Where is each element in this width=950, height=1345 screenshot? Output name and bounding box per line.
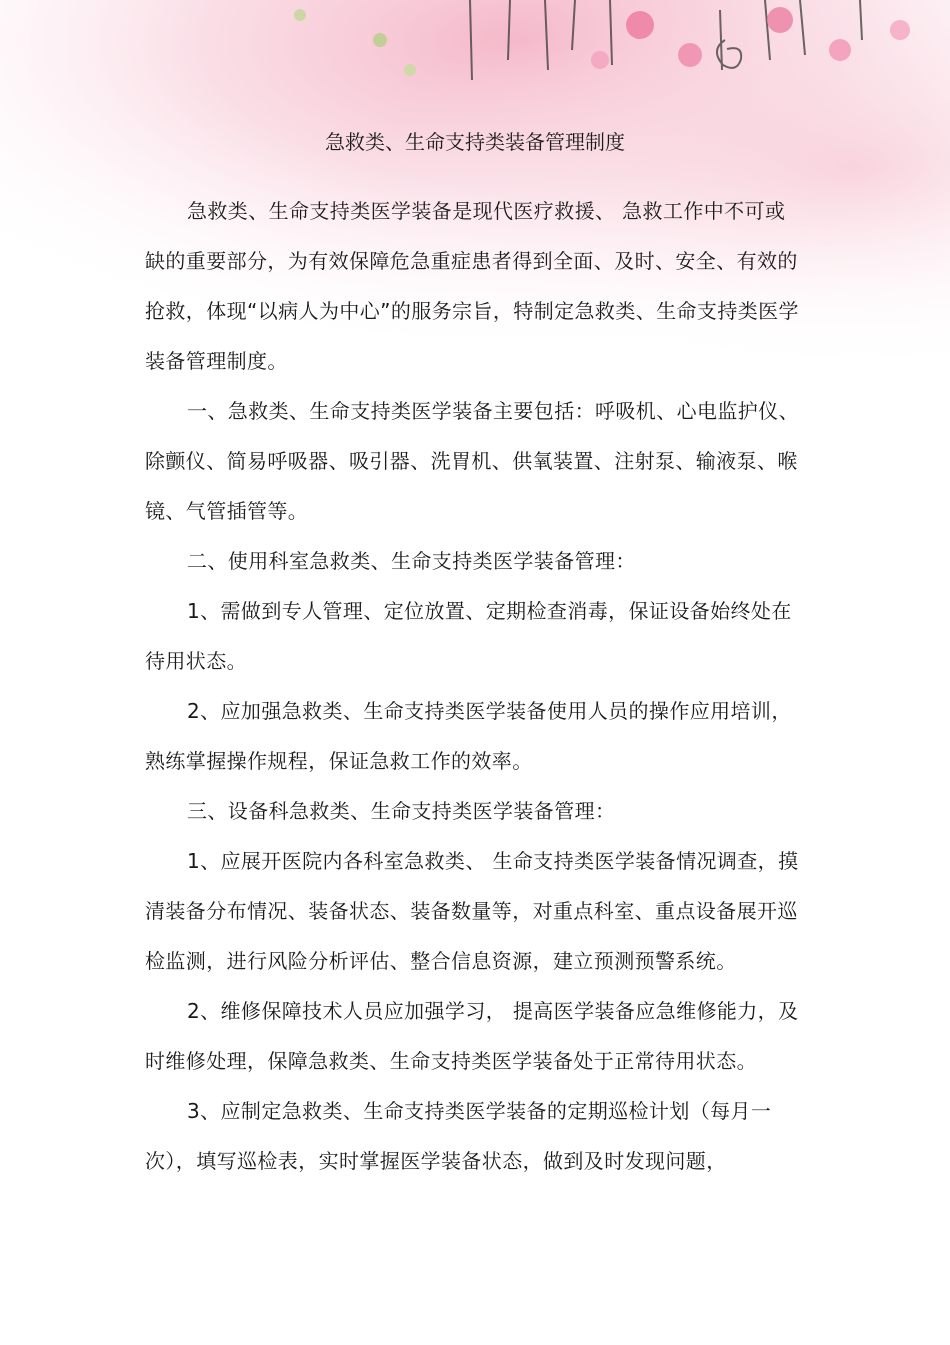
paragraph-intro: 急救类、生命支持类医学装备是现代医疗救援、 急救工作中不可或缺的重要部分，为有效保障危急重症患者得到全面、及时、安全、有效的抢救，体现“以病人为中心”的服务宗旨，特制定急救类、生命支持类医学装备管理制度。 xyxy=(145,199,799,373)
paragraph-section-3-heading: 三、设备科急救类、生命支持类医学装备管理： xyxy=(187,799,616,823)
paragraph-section-3-item-2: 2、维修保障技术人员应加强学习， 提高医学装备应急维修能力，及时维修处理，保障急救类、生命支持类医学装备处于正常待用状态。 xyxy=(145,999,799,1073)
document-title: 急救类、生命支持类装备管理制度 xyxy=(325,130,625,154)
document-body xyxy=(145,120,805,1186)
paragraph-section-3-item-3: 3、应制定急救类、生命支持类医学装备的定期巡检计划（每月一次），填写巡检表，实时掌握医学装备状态，做到及时发现问题， xyxy=(145,1099,772,1173)
paragraph-section-1: 一、急救类、生命支持类医学装备主要包括：呼吸机、心电监护仪、除颤仪、简易呼吸器、吸引器、洗胃机、供氧装置、注射泵、输液泵、喉镜、气管插管等。 xyxy=(145,399,799,523)
paragraph-section-2-heading: 二、使用科室急救类、生命支持类医学装备管理： xyxy=(187,549,636,573)
paragraph-section-3-item-1: 1、应展开医院内各科室急救类、 生命支持类医学装备情况调查，摸清装备分布情况、装备状态、装备数量等，对重点科室、重点设备展开巡检监测，进行风险分析评估、整合信息资源，建立预测预警系统。 xyxy=(145,849,799,973)
paragraph-section-2-item-2: 2、应加强急救类、生命支持类医学装备使用人员的操作应用培训，熟练掌握操作规程，保证急救工作的效率。 xyxy=(145,699,792,773)
paragraph-section-2-item-1: 1、需做到专人管理、定位放置、定期检查消毒，保证设备始终处在待用状态。 xyxy=(145,599,792,673)
